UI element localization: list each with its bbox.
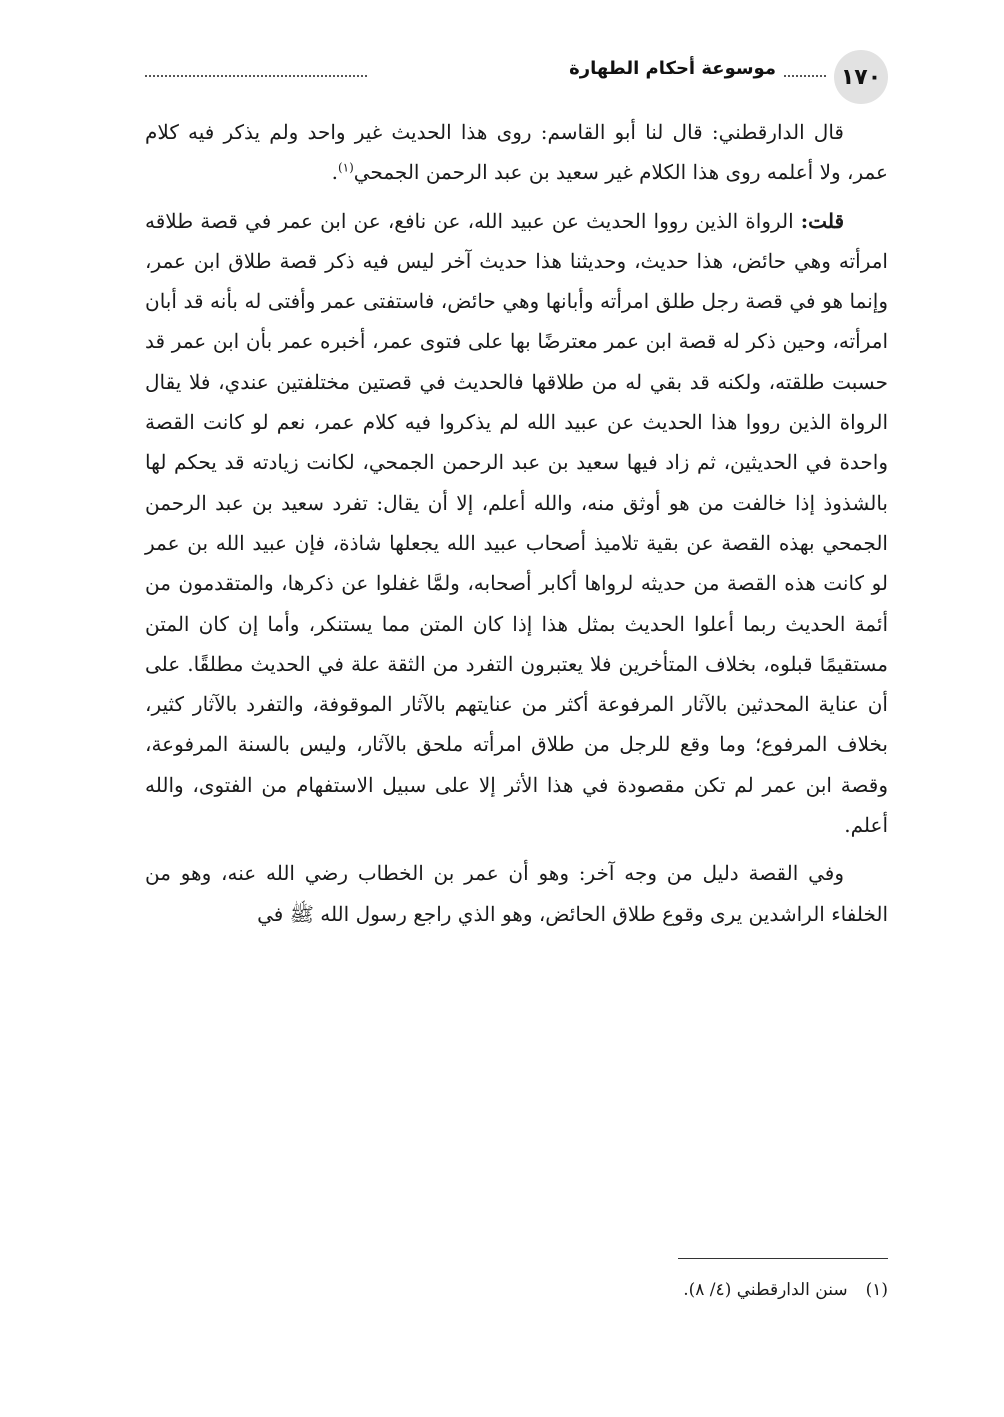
footnote-item [683, 1280, 888, 1300]
footnote-reference[interactable]: (١) [337, 160, 354, 175]
paragraph-text: الرواة الذين رووا الحديث عن عبيد الله، عن نافع، عن ابن عمر في قصة طلاقه امرأته وهي حائض، هذا حديث، وحديثنا هذا حديث آخر ليس فيه ذكر قصة طلاق ابن عمر، وإنما هو في قصة رجل طلق امرأته وأبانها وهي حائض، فاستفتى عمر وأفتى له بأنه قد أبان امرأته، وحين ذكر له قصة ابن عمر معترضًا بها على فتوى عمر، أخبره عمر بأن ابن عمر قد حسبت طلقته، ولكنه قد بقي له من طلاقها فالحديث في قصتين مختلفتين عندي، فلا يقال الرواة الذين رووا هذا الحديث عن عبيد الله لم يذكروا فيه كلام عمر، نعم لو كانت القصة واحدة في الحديثين، ثم زاد فيها سعيد بن عبد الرحمن الجمحي، لكانت زيادته قد يحكم لها بالشذوذ إذا خالفت من هو أوثق منه، والله أعلم، إلا أن يقال: تفرد سعيد بن عبد الرحمن الجمحي بهذه القصة عن بقية تلاميذ أصحاب عبيد الله يجعلها شاذة، فإن عبيد الله بن عمر لو كانت هذه القصة من حديثه لرواها أكابر أصحابه، ولمَّا غفلوا عن ذكرها، والمتقدمون من أئمة الحديث ربما أعلوا الحديث بمثل هذا إذا كان المتن مما يستنكر، وأما إن كان المتن مستقيمًا قبلوه، بخلاف المتأخرين فلا يعتبرون التفرد من الثقة علة في الحديث مطلقًا. على أن عناية المحدثين بالآثار المرفوعة أكثر من عنايتهم بالآثار الموقوفة، والتفرد بالآثار كثير، بخلاف المرفوع؛ وما وقع للرجل من طلاق امرأته ملحق بالآثار، وليس بالسنة المرفوعة، وقصة ابن عمر لم تكن مقصودة في هذا الأثر إلا على سبيل الاستفهام من الفتوى، والله أعلم. [145, 208, 888, 838]
paragraph-text: قال الدارقطني: قال لنا أبو القاسم: روى هذا الحديث غير واحد ولم يذكر فيه كلام عمر، ولا أعلمه روى هذا الكلام غير سعيد بن عبد الرحمن الجمحي [145, 120, 888, 185]
paragraph [145, 112, 888, 193]
paragraph-lead: قلت: [800, 208, 844, 233]
paragraph-text: وفي القصة دليل من وجه آخر: وهو أن عمر بن الخطاب رضي الله عنه، وهو من الخلفاء الراشدين يرى وقوع طلاق الحائض، وهو الذي راجع رسول الله ﷺ في [145, 861, 888, 926]
page-header [145, 42, 888, 104]
header-dotted-rule-right [784, 75, 826, 77]
header-dotted-rule-left [145, 75, 367, 77]
footnote-text: سنن الدارقطني (٤/ ٨). [683, 1280, 848, 1300]
paragraph-tail: . [331, 160, 338, 185]
paragraph [145, 853, 888, 934]
main-text [145, 112, 888, 934]
footnote-number: (١) [865, 1280, 888, 1300]
running-title: موسوعة أحكام الطهارة [569, 58, 776, 79]
page-number-badge: ١٧٠ [834, 50, 888, 104]
paragraph [145, 201, 888, 846]
footnote-separator [678, 1258, 888, 1259]
